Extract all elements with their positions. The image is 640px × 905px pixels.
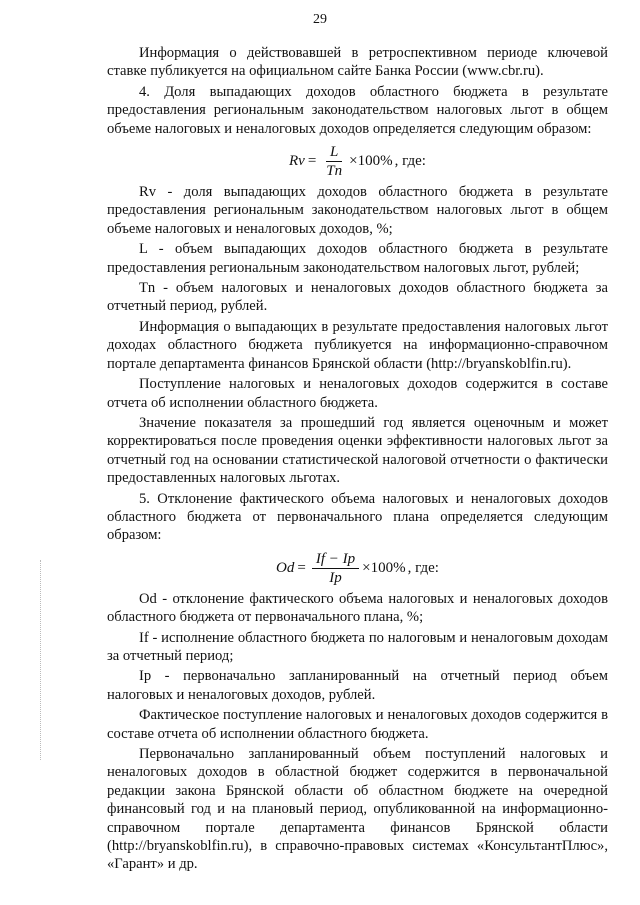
- scan-margin-marks: [40, 560, 42, 760]
- formula-od: [107, 551, 608, 586]
- formula-od-denominator: Ip: [329, 569, 342, 586]
- paragraph-ip-def: Ip - первоначально запланированный на отчетный период объем налоговых и неналоговых доходов, рублей.: [107, 668, 608, 703]
- formula-od-suffix: , где:: [407, 560, 439, 577]
- paragraph-portal-info: Информация о выпадающих в результате предоставления налоговых льгот доходах областного бюджета публикуется на информационно-справочном портале департамента финансов Брянской области (http://bryanskoblfin.ru).: [107, 318, 608, 372]
- formula-rv: [107, 144, 608, 179]
- paragraph-l-def: L - объем выпадающих доходов областного бюджета в результате предоставления региональным законодательством налоговых льгот, рублей;: [107, 241, 608, 276]
- paragraph-receipts: Поступление налоговых и неналоговых доходов содержится в составе отчета об исполнении областного бюджета.: [107, 376, 608, 411]
- paragraph-item-4: 4. Доля выпадающих доходов областного бюджета в результате предоставления региональным законодательством налоговых льгот в общем объеме налоговых и неналоговых доходов определяется следующим образом:: [107, 83, 608, 137]
- paragraph-estimate: Значение показателя за прошедший год является оценочным и может корректироваться после проведения оценки эффективности налоговых льгот за отчетный год на основании статистической налоговой отчетности о фактически предоставленных налоговых льготах.: [107, 414, 608, 487]
- formula-rv-fraction: [322, 144, 346, 179]
- formula-od-multiplier: ×100%: [362, 560, 406, 577]
- page-number: 29: [313, 12, 327, 27]
- paragraph-rv-def: Rv - доля выпадающих доходов областного бюджета в результате предоставления региональным законодательством налоговых льгот в общем объеме налоговых и неналоговых доходов, %;: [107, 184, 608, 237]
- formula-rv-denominator: Tn: [326, 163, 343, 180]
- paragraph-actual-receipts: Фактическое поступление налоговых и неналоговых доходов содержится в составе отчета об исполнении областного бюджета.: [107, 707, 608, 742]
- paragraph-item-5: 5. Отклонение фактического объема налоговых и неналоговых доходов областного бюджета от первоначального плана определяется следующим образом:: [107, 490, 608, 544]
- page-body: [107, 44, 608, 876]
- formula-rv-lhs: Rv: [289, 153, 305, 170]
- formula-rv-suffix: , где:: [394, 153, 426, 170]
- equals-sign: =: [297, 560, 306, 577]
- equals-sign: =: [307, 153, 317, 170]
- paragraph-tn-def: Tn - объем налоговых и неналоговых доходов областного бюджета за отчетный период, рублей.: [107, 280, 608, 315]
- formula-od-fraction: [312, 551, 359, 586]
- paragraph-initial-plan: Первоначально запланированный объем поступлений налоговых и неналоговых доходов в областной бюджет содержится в первоначальной редакции закона Брянской области об областном бюджете на очередной финансовый год и на плановый период, опубликованной на информационно-справочном портале департамента финансов Брянской области (http://bryanskoblfin.ru), в справочно-правовых системах «КонсультантПлюс», «Гарант» и др.: [107, 746, 608, 873]
- formula-od-numerator: If − Ip: [312, 551, 359, 569]
- formula-rv-multiplier: ×100%: [349, 153, 393, 170]
- paragraph-key-rate-info: Информация о действовавшей в ретроспективном периоде ключевой ставке публикуется на официальном сайте Банка России (www.cbr.ru).: [107, 45, 608, 80]
- paragraph-od-def: Od - отклонение фактического объема налоговых и неналоговых доходов областного бюджета от первоначального плана, %;: [107, 590, 608, 626]
- formula-od-lhs: Od: [276, 560, 295, 577]
- formula-rv-numerator: L: [326, 144, 342, 162]
- paragraph-if-def: If - исполнение областного бюджета по налоговым и неналоговым доходам за отчетный период;: [107, 629, 608, 664]
